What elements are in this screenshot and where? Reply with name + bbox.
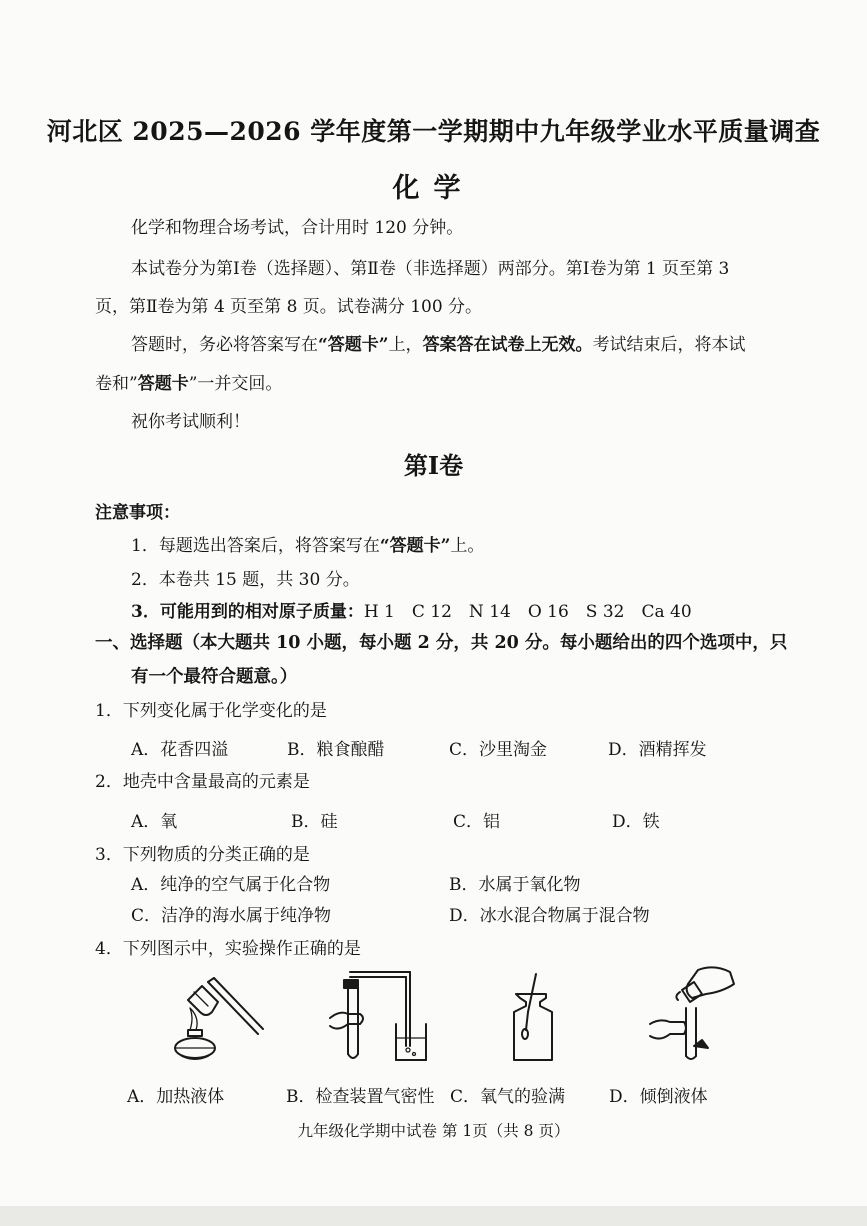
notes-item-1-pre: 1．每题选出答案后，将答案写在: [131, 536, 380, 556]
q4-option-c: C．氧气的验满: [450, 1087, 566, 1107]
notes-heading: 注意事项：: [95, 503, 180, 523]
notes-item-1-post: 上。: [450, 536, 485, 556]
q2-option-c: C．铝: [453, 812, 501, 832]
intro-line-4-pre: 卷和”: [95, 374, 138, 394]
q4-option-b: B．检查装置气密性: [286, 1087, 435, 1107]
q1-option-b: B．粮食酿醋: [287, 740, 385, 760]
q1-option-a: A．花香四溢: [131, 740, 229, 760]
intro-line-3-pre: 答题时，务必将答案写在: [131, 335, 318, 355]
answer-card-term-3: “答题卡”: [379, 536, 451, 556]
section-1-heading-cont: 有一个最符合题意。）: [131, 667, 298, 687]
q3-option-c: C．洁净的海水属于纯净物: [131, 906, 332, 926]
notes-item-1: [131, 531, 484, 556]
q2-option-a: A．氧: [131, 812, 178, 832]
q1-option-d: D．酒精挥发: [608, 740, 707, 760]
question-4-stem: 4．下列图示中，实验操作正确的是: [95, 939, 361, 959]
q4-option-a: A．加热液体: [127, 1087, 225, 1107]
intro-line-3-mid: 上，: [388, 335, 423, 355]
question-3-stem: 3．下列物质的分类正确的是: [95, 845, 310, 865]
exam-title: 河北区 2025—2026 学年度第一学期期中九年级学业水平质量调查: [46, 117, 821, 146]
intro-line-4-post: ”一并交回。: [188, 374, 283, 394]
subject-title: 化学: [392, 173, 475, 204]
section-1-heading: 一、选择题（本大题共 10 小题，每小题 2 分，共 20 分。每小题给出的四个选项中，只: [95, 633, 788, 653]
q3-option-b: B．水属于氧化物: [449, 875, 581, 895]
intro-line-2a: 本试卷分为第Ⅰ卷（选择题）、第Ⅱ卷（非选择题）两部分。第Ⅰ卷为第 1 页至第 3: [131, 259, 730, 279]
notes-item-2: 2．本卷共 15 题，共 30 分。: [131, 570, 360, 590]
notes-item-3-label: 3．可能用到的相对原子质量：: [131, 602, 364, 622]
intro-line-5: 祝你考试顺利！: [131, 412, 250, 432]
pouring-liquid-figure: [642, 962, 738, 1066]
q2-option-b: B．硅: [291, 812, 338, 832]
intro-line-1: 化学和物理合场考试，合计用时 120 分钟。: [131, 218, 464, 238]
question-1-stem: 1．下列变化属于化学变化的是: [95, 701, 327, 721]
notes-item-3: [131, 597, 692, 622]
q1-option-c: C．沙里淘金: [449, 740, 548, 760]
volume-title: 第Ⅰ卷: [403, 451, 464, 480]
answer-card-term-2: 答题卡: [137, 374, 189, 394]
q3-option-d: D．冰水混合物属于混合物: [449, 906, 650, 926]
oxygen-test-figure: [506, 972, 566, 1068]
q3-option-a: A．纯净的空气属于化合物: [131, 875, 331, 895]
bottom-edge-strip: [0, 1206, 867, 1226]
page-footer: 九年级化学期中试卷 第 1页（共 8 页）: [297, 1122, 570, 1140]
invalid-warning: 答案答在试卷上无效。: [422, 335, 593, 355]
intro-line-4: [95, 369, 282, 394]
question-2-stem: 2．地壳中含量最高的元素是: [95, 772, 310, 792]
intro-line-2b: 页，第Ⅱ卷为第 4 页至第 8 页。试卷满分 100 分。: [95, 297, 483, 317]
q2-option-d: D．铁: [612, 812, 660, 832]
intro-line-3: [131, 330, 746, 355]
q4-option-d: D．倾倒液体: [609, 1087, 708, 1107]
airtightness-check-figure: [326, 966, 436, 1066]
heating-liquid-figure: [168, 972, 268, 1064]
intro-line-3-post: 考试结束后，将本试: [592, 335, 746, 355]
atomic-masses: H 1 C 12 N 14 O 16 S 32 Ca 40: [363, 602, 692, 622]
answer-card-term: “答题卡”: [318, 335, 389, 355]
